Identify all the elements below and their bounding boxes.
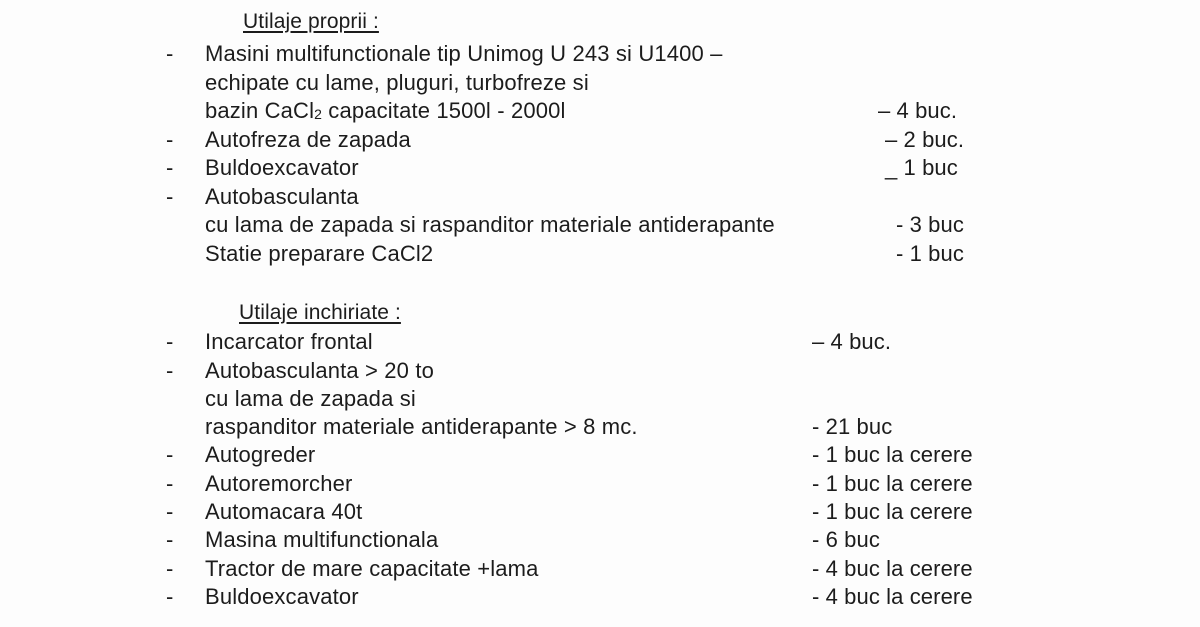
list-item xyxy=(0,154,1200,182)
list-item-continuation xyxy=(0,69,1200,97)
equipment-name: Incarcator frontal xyxy=(205,329,373,354)
equipment-name: Masini multifunctionale tip Unimog U 243 si U1400 – xyxy=(205,41,723,66)
section-heading-rented-equipment: Utilaje inchiriate : xyxy=(239,301,401,324)
subscript: 2 xyxy=(314,106,323,122)
list-item-continuation xyxy=(0,211,1200,239)
equipment-name: Autobasculanta > 20 to xyxy=(205,358,434,383)
equipment-quantity: - 3 buc xyxy=(896,212,964,237)
text-segment: bazin CaCl xyxy=(205,98,315,123)
equipment-quantity: – 4 buc. xyxy=(878,98,958,123)
equipment-quantity: - 1 buc la cerere xyxy=(812,499,973,524)
list-item-continuation xyxy=(0,240,1200,268)
list-bullet-dash: - xyxy=(166,41,174,66)
list-item xyxy=(0,555,1200,583)
text-segment: capacitate 1500l - 2000l xyxy=(322,98,566,123)
list-item xyxy=(0,498,1200,526)
list-item xyxy=(0,126,1200,154)
list-bullet-dash: - xyxy=(166,329,174,354)
equipment-name: Masina multifunctionala xyxy=(205,527,439,552)
list-bullet-dash: - xyxy=(166,471,174,496)
equipment-quantity: – 2 buc. xyxy=(885,127,965,152)
equipment-quantity: - 4 buc la cerere xyxy=(812,556,973,581)
list-bullet-dash: - xyxy=(166,155,174,180)
equipment-name: Autoremorcher xyxy=(205,471,353,496)
equipment-quantity: - 1 buc la cerere xyxy=(812,471,973,496)
list-bullet-dash: - xyxy=(166,527,174,552)
list-item xyxy=(0,526,1200,554)
equipment-name: Tractor de mare capacitate +lama xyxy=(205,556,539,581)
equipment-name: Buldoexcavator xyxy=(205,584,359,609)
list-bullet-dash: - xyxy=(166,358,174,383)
list-bullet-dash: - xyxy=(166,127,174,152)
equipment-description: raspanditor materiale antiderapante > 8 mc. xyxy=(205,414,638,439)
list-bullet-dash: - xyxy=(166,184,174,209)
section-heading-own-equipment: Utilaje proprii : xyxy=(243,10,379,33)
list-bullet-dash: - xyxy=(166,556,174,581)
list-item xyxy=(0,470,1200,498)
equipment-name: Buldoexcavator xyxy=(205,155,359,180)
equipment-name: Autogreder xyxy=(205,442,316,467)
equipment-name: Automacara 40t xyxy=(205,499,363,524)
equipment-name: Autobasculanta xyxy=(205,184,359,209)
list-item xyxy=(0,441,1200,469)
list-item xyxy=(0,583,1200,611)
list-item xyxy=(0,328,1200,356)
equipment-quantity: - 4 buc la cerere xyxy=(812,584,973,609)
list-item-continuation xyxy=(0,413,1200,441)
list-item xyxy=(0,357,1200,385)
equipment-quantity: - 21 buc xyxy=(812,414,893,439)
equipment-description xyxy=(205,97,566,128)
list-bullet-dash: - xyxy=(166,442,174,467)
equipment-description: cu lama de zapada si xyxy=(205,386,416,411)
equipment-description: echipate cu lame, pluguri, turbofreze si xyxy=(205,70,589,95)
equipment-description: cu lama de zapada si raspanditor materiale antiderapante xyxy=(205,212,775,237)
list-bullet-dash: - xyxy=(166,499,174,524)
equipment-quantity: - 6 buc xyxy=(812,527,880,552)
list-item-continuation xyxy=(0,385,1200,413)
equipment-quantity: _ 1 buc xyxy=(885,155,958,180)
equipment-quantity: - 1 buc la cerere xyxy=(812,442,973,467)
equipment-description: Statie preparare CaCl2 xyxy=(205,241,434,266)
equipment-quantity: – 4 buc. xyxy=(812,329,892,354)
list-item-continuation xyxy=(0,97,1200,125)
list-item xyxy=(0,40,1200,68)
list-item xyxy=(0,183,1200,211)
equipment-quantity: - 1 buc xyxy=(896,241,964,266)
list-bullet-dash: - xyxy=(166,584,174,609)
equipment-name: Autofreza de zapada xyxy=(205,127,411,152)
